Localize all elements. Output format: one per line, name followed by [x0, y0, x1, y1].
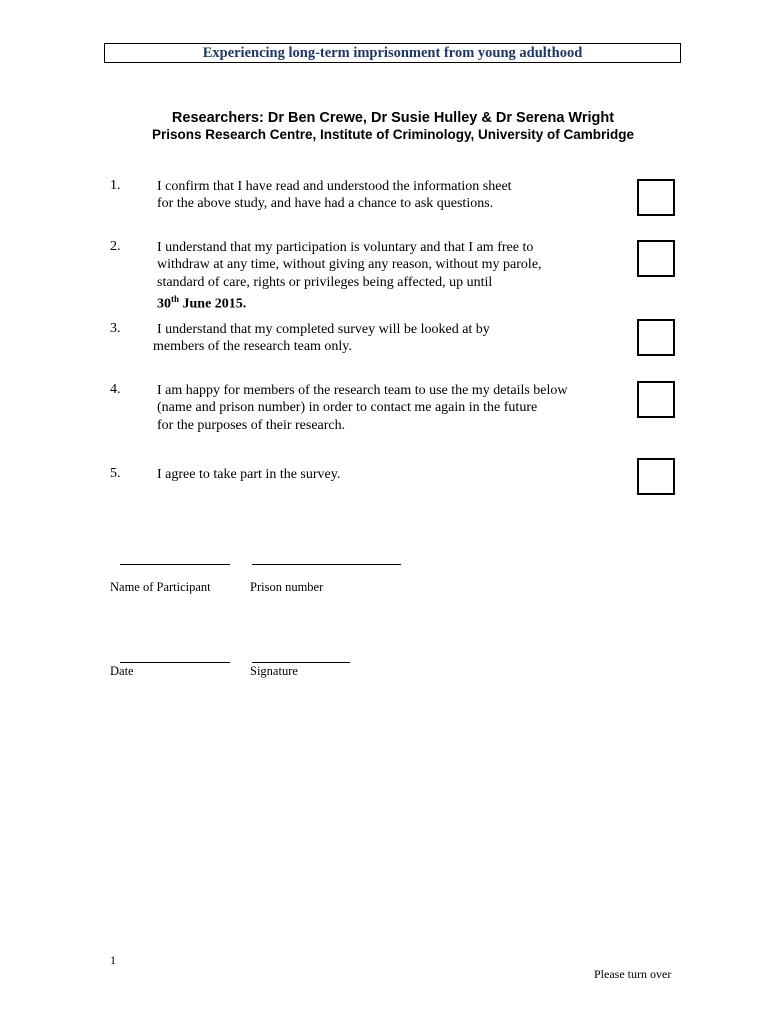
signature-line[interactable] [252, 662, 350, 663]
statement-line: I agree to take part in the survey. [157, 467, 341, 482]
researchers-line: Researchers: Dr Ben Crewe, Dr Susie Hulley & Dr Serena Wright [171, 110, 615, 126]
consent-checkbox-4[interactable] [637, 381, 675, 418]
statement-line: standard of care, rights or privileges being affected, up until [157, 274, 493, 290]
consent-checkbox-5[interactable] [637, 458, 675, 495]
prison-number-line[interactable] [252, 564, 401, 565]
consent-checkbox-2[interactable] [637, 240, 675, 277]
statement-line: (name and prison number) in order to contact me again in the future [157, 400, 538, 416]
participant-name-label: Name of Participant [110, 580, 211, 594]
statement-line: I understand that my completed survey will be looked at by [157, 322, 490, 337]
statement-line: for the above study, and have had a chance to ask questions. [157, 196, 494, 212]
item-number: 2. [110, 239, 121, 254]
page-number: 1 [110, 953, 116, 967]
turn-over-note: Please turn over [594, 967, 672, 981]
date-label: Date [110, 664, 134, 678]
prison-number-label: Prison number [250, 580, 324, 594]
statement-line: I am happy for members of the research team to use the my details below [157, 383, 568, 398]
document-title: Experiencing long-term imprisonment from young adulthood [202, 44, 583, 61]
header-box [104, 43, 681, 63]
consent-statement-5 [157, 466, 340, 483]
consent-statement-1 [157, 178, 512, 213]
item-number: 4. [110, 382, 121, 397]
statement-line: I confirm that I have read and understood the information sheet [157, 179, 512, 194]
consent-statement-2 [157, 239, 542, 313]
item-number: 5. [110, 466, 121, 481]
deadline-month-year: June 2015. [179, 296, 247, 312]
consent-statement-4 [157, 382, 568, 434]
consent-checkbox-1[interactable] [637, 179, 675, 216]
institution-line: Prisons Research Centre, Institute of Criminology, University of Cambridge [151, 127, 635, 142]
statement-line: withdraw at any time, without giving any reason, without my parole, [157, 257, 542, 273]
item-number: 1. [110, 178, 121, 193]
statement-line: for the purposes of their research. [157, 417, 346, 433]
consent-statement-3 [153, 321, 490, 356]
statement-line: I understand that my participation is voluntary and that I am free to [157, 240, 534, 255]
participant-name-line[interactable] [120, 564, 230, 565]
item-number: 3. [110, 321, 121, 336]
deadline-day-suffix: th [171, 293, 180, 304]
date-line[interactable] [120, 662, 230, 663]
consent-checkbox-3[interactable] [637, 319, 675, 356]
statement-line: members of the research team only. [153, 339, 352, 355]
deadline-date [157, 291, 542, 313]
signature-label: Signature [250, 664, 298, 678]
deadline-day: 30 [157, 296, 171, 312]
